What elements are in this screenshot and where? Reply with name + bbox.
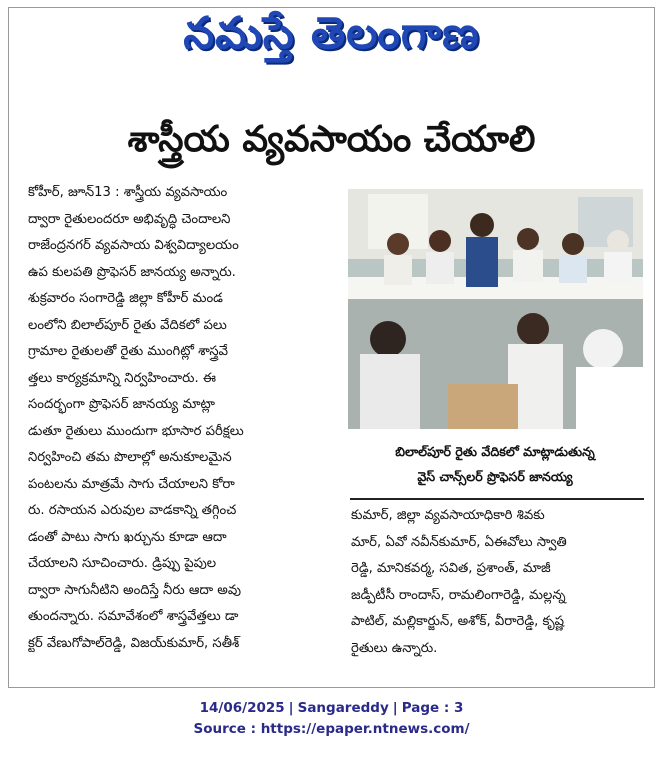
article-line: లంలోని బిలాల్‌పూర్ రైతు వేదికలో పలు	[28, 317, 227, 333]
article-line: చేయాలని సూచించారు. డ్రిప్పు పైపుల	[28, 556, 217, 571]
article-body-left-column	[28, 180, 333, 657]
article-line: రెడ్డి, మానికవర్మ, సవిత, ప్రశాంత్, మాజీ	[351, 561, 551, 576]
footer-page: Page : 3	[401, 700, 464, 716]
footer	[0, 698, 663, 740]
meeting-photo-illustration	[348, 189, 643, 429]
photo-caption-line: వైస్ చాన్స్‌లర్ ప్రొఫెసర్ జానయ్య	[417, 469, 573, 484]
article-line: రైతులు ఉన్నారు.	[351, 640, 438, 656]
article-line: కుమార్, జిల్లా వ్యవసాయాధికారి శివకు	[351, 508, 545, 523]
article-line: పంటలను మాత్రమే సాగు చేయాలని కోరా	[28, 476, 235, 492]
footer-source[interactable]: Source : https://epaper.ntnews.com/	[193, 721, 470, 737]
article-line: శుక్రవారం సంగారెడ్డి జిల్లా కోహీర్ మండ	[28, 291, 223, 306]
article-line: ఉప కులపతి ప్రొఫెసర్ జానయ్య అన్నారు.	[28, 264, 236, 280]
footer-edition: Sangareddy	[297, 700, 389, 716]
article-line: గ్రామాల రైతులతో రైతు ముంగిట్లో శాస్త్రవే	[28, 344, 228, 359]
article-line: త్తలు కార్యక్రమాన్ని నిర్వహించారు. ఈ	[28, 370, 216, 386]
article-line: మార్, ఏవో నవీన్‌కుమార్, ఏఈవోలు స్వాతి	[351, 534, 567, 550]
article-line: ద్వారా రైతులందరూ అభివృద్ధి చెందాలని	[28, 211, 231, 227]
photo-caption	[350, 439, 640, 489]
article-line: జడ్పీటీసీ రాందాస్, రామలింగారెడ్డి, మల్లన్న	[351, 587, 566, 603]
article-line: క్టర్ వేణుగోపాల్‌రెడ్డి, విజయ్‌కుమార్, సతీశ్	[28, 635, 240, 651]
article-line: రు. రసాయన ఎరువుల వాడకాన్ని తగ్గించ	[28, 503, 237, 518]
masthead-logo: నమస్తే తెలంగాణ	[183, 8, 480, 59]
article-line: రాజేంద్రనగర్ వ్యవసాయ విశ్వవిద్యాలయం	[28, 238, 239, 253]
article-line: ద్వారా సాగునీటిని అందిస్తే నీరు ఆదా అవు	[28, 582, 242, 598]
meeting-photo	[348, 189, 643, 429]
article-line: తుందన్నారు. సమావేశంలో శాస్త్రవేత్తలు డా	[28, 609, 239, 624]
footer-meta: 14/06/2025 | Sangareddy | Page : 3	[199, 700, 464, 716]
caption-divider	[350, 498, 644, 500]
footer-date: 14/06/2025	[199, 700, 285, 716]
article-headline: శాస్త్రీయ వ్యవసాయం చేయాలి	[127, 119, 536, 160]
photo-caption-line: బిలాల్‌పూర్ రైతు వేదికలో మాట్లాడుతున్న	[395, 444, 595, 459]
article-line: పాటిల్, మల్లికార్జున్, అశోక్, వీరారెడ్డి, కృష్ణ	[351, 614, 565, 629]
article-line: డంతో పాటు సాగు ఖర్చును కూడా ఆదా	[28, 529, 227, 545]
article-line: సందర్భంగా ప్రొఫెసర్ జానయ్య మాట్లా	[28, 397, 215, 412]
article-line: కోహీర్, జూన్13 : శాస్త్రీయ వ్యవసాయం	[28, 185, 228, 200]
article-line: నిర్వహించి తమ పొలాల్లో అనుకూలమైన	[28, 450, 232, 465]
article-line: డుతూ రైతులు ముందుగా భూసార పరీక్షలు	[28, 423, 244, 439]
article-body-right-column	[351, 503, 644, 662]
